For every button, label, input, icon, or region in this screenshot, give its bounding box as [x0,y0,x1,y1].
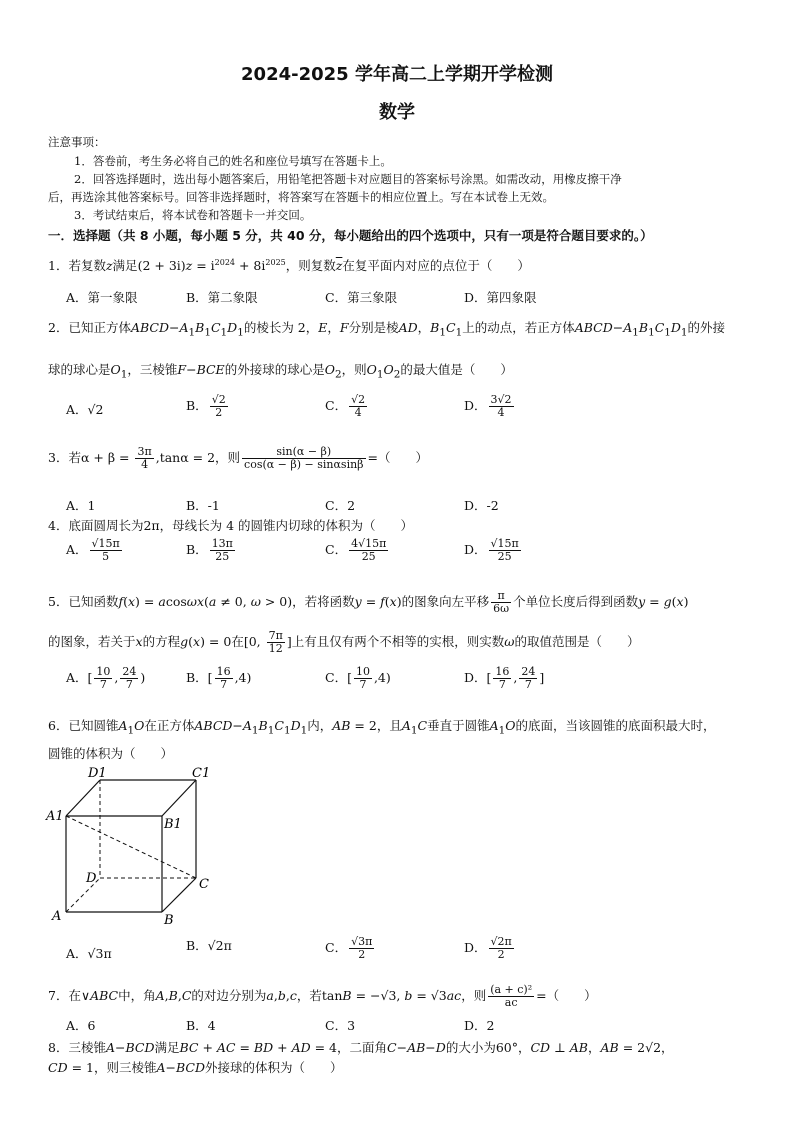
label-a1: A1 [46,809,64,824]
exam-title: 2024-2025 学年高二上学期开学检测 [241,64,553,85]
question-2-stem-line2: 球的球心是$O_1$，三棱锥F−BCE的外接球的球心是$O_2$，则$O_1O_2$的最大值是（ ） [48,362,513,381]
question-4-option-a: A． $\frac{√15\pi}{5}$ [66,537,120,564]
notes-item-2-cont: 后，再选涂其他答案标号。回答非选择题时，将答案写在答题卡的相应位置上。写在本试卷上无效。 [48,190,554,204]
question-6-stem-line1: 6．已知圆锥$A_1O$在正方体$ABCD-A_1B_1C_1D_1$内，AB = 2，且$A_1C$垂直于圆锥$A_1O$的底面，当该圆锥的底面积最大时， [48,718,716,737]
notes-item-2: 2．回答选择题时，选出每小题答案后，用铅笔把答题卡对应题目的答案标号涂黑。如需改动，用橡皮擦干净 [74,172,622,186]
notes-item-1: 1．答卷前，考生务必将自己的姓名和座位号填写在答题卡上。 [74,154,392,168]
label-b: B [164,913,174,926]
notes-item-3: 3．考试结束后，将本试卷和答题卡一并交回。 [74,208,312,222]
question-2-option-a: A．√2 [66,402,104,417]
question-5-option-a: A．[ $\frac{10}{7}$ , $\frac{24}{7}$ ) [66,665,146,692]
label-d1: D1 [88,766,107,781]
question-5-option-b: B．[ $\frac{16}{7}$ ,4) [186,665,252,692]
question-4-option-c: C． $\frac{4√15\pi}{25}$ [325,537,387,564]
question-7-option-c: C．3 [325,1018,356,1033]
question-2-stem-line1: 2．已知正方体$ABCD-A_1B_1C_1D_1$的棱长为 2，E，F分别是棱AD，$B_1C_1$上的动点，若正方体$ABCD-A_1B_1C_1D_1$的外接 [48,320,726,339]
question-1-stem: 1．若复数z满足$(2 + 3i)z = i^{2024} + 8i^{2025}$，则复数$\overline{z}$在复平面内对应的点位于（ ） [48,257,530,273]
question-1-option-b: B．第二象限 [186,290,258,305]
question-4-option-d: D． $\frac{√15\pi}{25}$ [464,537,519,564]
question-1-option-d: D．第四象限 [464,290,537,305]
question-5-option-c: C．[ $\frac{10}{7}$ ,4) [325,665,391,692]
question-6-stem-line2: 圆锥的体积为（ ） [48,746,174,761]
question-7-option-a: A．6 [66,1018,96,1033]
label-c1: C1 [192,766,211,781]
question-3-option-c: C．2 [325,498,356,513]
question-6-option-a: A．√3π [66,946,112,961]
cube-figure [44,764,224,926]
question-2-option-d: D． $\frac{3√2}{4}$ [464,393,512,420]
label-c: C [199,877,209,892]
label-d: D [86,871,97,886]
exam-subject: 数学 [379,102,415,123]
question-2-option-b: B． $\frac{√2}{2}$ [186,393,226,420]
question-6-option-d: D． $\frac{√2\pi}{2}$ [464,935,512,962]
question-5-option-d: D．[ $\frac{16}{7}$ , $\frac{24}{7}$ ] [464,665,545,692]
question-5-stem-line2: 的图象，若关于x的方程g(x) = 0在[0, $\frac{7\pi}{12}$ ]上有且仅有两个不相等的实根，则实数ω的取值范围是（ ） [48,629,640,656]
question-1-option-c: C．第三象限 [325,290,398,305]
question-3-option-b: B．-1 [186,498,220,513]
notes-heading: 注意事项： [48,135,106,149]
question-7-option-d: D．2 [464,1018,495,1033]
section-heading: 一．选择题（共 8 小题，每小题 5 分，共 40 分，每小题给出的四个选项中，只有一项是符合题目要求的。） [48,228,653,243]
question-1-option-a: A．第一象限 [66,290,138,305]
question-3-option-a: A．1 [66,498,96,513]
question-3-stem: 3．若α + β = $\frac{3\pi}{4}$ ,tanα = 2，则 $\frac{\sin(\alpha - \beta)}{\cos(\alpha - \beta) - \sin\alpha\sin\beta}$ =（ ） [48,445,429,472]
label-b1: B1 [164,817,182,832]
question-2-option-c: C． $\frac{√2}{4}$ [325,393,366,420]
question-4-stem: 4．底面圆周长为2π，母线长为 4 的圆锥内切球的体积为（ ） [48,518,414,533]
question-6-option-c: C． $\frac{√3\pi}{2}$ [325,935,373,962]
question-5-stem-line1: 5．已知函数f(x) = acosωx(a ≠ 0, ω > 0)，若将函数y = f(x)的图象向左平移 $\frac{\pi}{6\omega}$ 个单位长度后得到函数y = g(x) [48,589,689,616]
question-4-option-b: B． $\frac{13\pi}{25}$ [186,537,233,564]
label-a: A [52,909,62,924]
question-8-stem-line2: CD = 1，则三棱锥A−BCD外接球的体积为（ ） [48,1060,343,1075]
question-7-stem: 7．在∨ABC中，角A,B,C的对边分别为a,b,c，若tanB = −√3, b = √3ac，则 $\frac{\text{(a + c)²}}{ac}$ =（ ） [48,983,597,1010]
question-3-option-d: D．-2 [464,498,499,513]
question-6-option-b: B．√2π [186,938,232,953]
question-8-stem-line1: 8．三棱锥A−BCD满足BC + AC = BD + AD = 4，二面角C−AB−D的大小为60°，CD ⊥ AB，AB = 2√2， [48,1040,674,1055]
question-7-option-b: B．4 [186,1018,216,1033]
